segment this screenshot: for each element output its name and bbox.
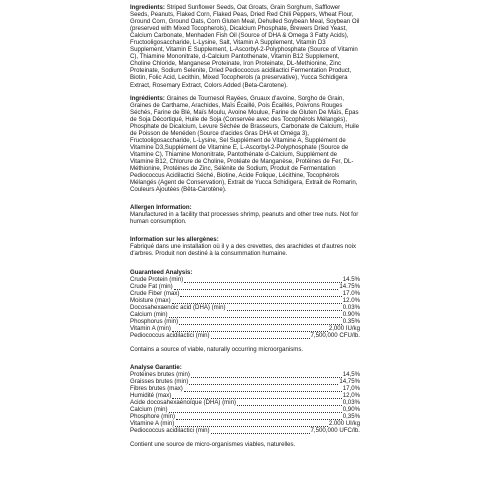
dot-leader xyxy=(176,414,342,420)
dot-leader xyxy=(184,277,342,283)
ingredients-fr-label: Ingrédients: xyxy=(130,94,165,102)
nutrient-value: 12,0% xyxy=(342,392,360,400)
nutrient-value: 7,500,000 UFC/lb. xyxy=(310,427,360,435)
dot-leader xyxy=(211,333,310,339)
analysis-fr-table xyxy=(130,371,360,434)
dot-leader xyxy=(237,400,342,406)
analysis-en-table xyxy=(130,276,360,339)
nutrient-value: 0,03% xyxy=(342,399,360,407)
table-row xyxy=(130,318,360,325)
nutrient-name: Moisture (max) xyxy=(130,296,171,304)
nutrient-name: Crude Protein (min) xyxy=(130,275,184,283)
table-row xyxy=(130,427,360,434)
ingredients-en-label: Ingredients: xyxy=(130,4,165,11)
analysis-en-note: Contains a source of viable, naturally occurring microorganisms. xyxy=(130,345,304,353)
ingredients-en xyxy=(130,4,360,89)
nutrient-name: Vitamin A (min) xyxy=(130,324,171,332)
table-row xyxy=(130,311,360,318)
table-row xyxy=(130,283,360,290)
allergen-fr-text: Fabriqué dans une installation où il y a des crevettes, des arachides et d'autres noix d'arbres. Produit non destiné à la consummation humaine. xyxy=(130,243,357,258)
table-row xyxy=(130,290,360,297)
nutrient-value: 0,35% xyxy=(342,413,360,421)
nutrient-name: Phosphore (min) xyxy=(130,413,176,421)
ingredients-en-text: Striped Sunflower Seeds, Oat Groats, Grain Sorghum, Safflower Seeds, Peanuts, Flaked Corn, Flaked Peas, Dried Red Chili Peppers, Wheat Flour, Ground Corn, Ground Oats, Corn Gluten Meal, Dehulled Soybean Meal, Soybean Oil (preserved with Mixed Tocopherols), Dicalcium Phosphate, Brewers Dried Yeast, Calcium Carbonate, Menhaden Fish Oil (Source of DHA & Omega 3 Fatty Acids), Fructooligosaccharide, L-Lysine, Salt, Vitamin A Supplement, Vitamin D3 Supplement, Vitamin E Supplement, L-Ascorbyl-2-Polyphosphate (Source of Vitamin C), Thiamine Mononitrate, d-Calcium Pantothenate, Vitamin B12 Supplement, Choline Chloride, Manganese Proteinate, Iron Proteinate, DL-Methionine, Zinc Proteinate, Sodium Selenite, Dried Pediococcus acidilactici Fermentation Product, Biotin, Folic Acid, Lecithin, Mixed Tocopherols (a preservative), Yucca Schidigera Extract, Rosemary Extract, Colors Added (Beta-Carotene). xyxy=(130,4,360,89)
nutrient-name: Phosphorus (min) xyxy=(130,317,179,325)
nutrient-name: Crude Fat (min) xyxy=(130,282,173,290)
dot-leader xyxy=(179,319,342,325)
table-row xyxy=(130,406,360,413)
allergen-fr-title: Information sur les allergènes: xyxy=(130,236,219,244)
dot-leader xyxy=(189,379,338,385)
dot-leader xyxy=(191,372,342,378)
table-row xyxy=(130,325,360,332)
nutrient-value: 14,75% xyxy=(339,378,360,386)
ingredients-fr-text: Graines de Tournesol Rayées, Gruaux d'avoine, Sorgho de Grain, Graines de Carthame, Arachides, Maïs Écaillé, Pois Écaillés, Poivrons Rouges Séchés, Farine de Blé, Maïs Moulu, Avoine Moulue, Farine de Gluten De Maïs, Épas de Soja Décortiqué, Huile de Soja (Conservée avec des Tocophérols Mélangés), Phosphate de Dicalcium, Levure Séchée de Brasseurs, Carbonate de Calcium, Huile de Poisson de Menéden (Source d'acides Gras DHA et Oméga 3), Fructooligosaccharide, L-Lysine, Sel Supplément de Vitamine A, Supplément de Vitamine D3,Supplément de Vitamine E, L-Ascorbyl-2-Polyphosphate (Source de Vitamine C), Thiamine Mononitrate, Pantothénate d-Calcium, Supplément de Vitamine B12, Chlorure de Choline, Protéate de Manganèse, Protéines de Fer, DL-Méthionine, Protéines de Zinc, Sélénite de Sodium, Produit de Fermentation Pediococcus Acidilactici Séché, Biotine, Acide Folique, Lécithine, Tocophérols Mélangés (Agent de Conservation), Extrait de Yucca Schidigera, Extrait de Romarin, Couleurs Ajoutées (Bêta-Carotène). xyxy=(130,94,359,194)
table-row xyxy=(130,332,360,339)
nutrient-name: Crude Fiber (max) xyxy=(130,289,180,297)
table-row xyxy=(130,413,360,420)
nutrient-value: 14.5% xyxy=(342,275,360,283)
allergen-en-text: Manufactured in a facility that processes shrimp, peanuts and other tree nuts. Not for human consumption. xyxy=(130,211,359,226)
nutrient-value: 0.03% xyxy=(342,303,360,311)
ingredients-fr xyxy=(130,95,360,194)
dot-leader xyxy=(169,407,342,413)
nutrient-value: 17.0% xyxy=(342,289,360,297)
nutrient-value: 0,90% xyxy=(342,406,360,414)
dot-leader xyxy=(227,305,342,311)
nutrient-name: Docosahexaenoic acid (DHA) (min) xyxy=(130,303,226,311)
dot-leader xyxy=(184,386,342,392)
analysis-fr-title: Analyse Garantie: xyxy=(130,364,182,372)
table-row xyxy=(130,378,360,385)
nutrient-value: 0.35% xyxy=(342,317,360,325)
nutrient-value: 7,500,000 CFU/lb. xyxy=(310,331,360,339)
nutrient-value: 2.000 UI/kg xyxy=(328,420,360,428)
analysis-en-title: Guaranteed Analysis: xyxy=(130,268,193,276)
nutrient-name: Pediococcus acidilactici (min) xyxy=(130,427,210,435)
table-row xyxy=(130,385,360,392)
nutrient-name: Vitamine A (min) xyxy=(130,420,175,428)
dot-leader xyxy=(174,284,339,290)
nutrient-name: Humidité (max) xyxy=(130,392,172,400)
analysis-fr-note: Contient une source de micro-organismes viables, naturelles. xyxy=(130,441,296,449)
dot-leader xyxy=(180,291,341,297)
nutrient-value: 17,0% xyxy=(342,385,360,393)
nutrient-value: 0.90% xyxy=(342,310,360,318)
nutrient-name: Calcium (min) xyxy=(130,310,168,318)
nutrient-name: Protéines brutes (min) xyxy=(130,371,190,379)
dot-leader xyxy=(211,428,310,434)
nutrient-value: 12.0% xyxy=(342,296,360,304)
table-row xyxy=(130,304,360,311)
table-row xyxy=(130,276,360,283)
nutrient-name: Calcium (min) xyxy=(130,406,168,414)
nutrient-name: Acide docosahexaénoïque (DHA) (min) xyxy=(130,399,237,407)
nutrient-name: Fibres brutes (max) xyxy=(130,385,183,393)
table-row xyxy=(130,392,360,399)
table-row xyxy=(130,420,360,427)
nutrient-name: Pediococcus acidilactici (min) xyxy=(130,331,210,339)
table-row xyxy=(130,371,360,378)
allergen-en-title: Allergen Information: xyxy=(130,204,192,212)
nutrient-value: 14.75% xyxy=(339,282,360,290)
table-row xyxy=(130,297,360,304)
nutrient-name: Graisses brutes (min) xyxy=(130,378,189,386)
table-row xyxy=(130,399,360,406)
dot-leader xyxy=(169,312,342,318)
nutrient-value: 2,000 IU/kg xyxy=(328,324,360,332)
nutrient-value: 14,5% xyxy=(342,371,360,379)
